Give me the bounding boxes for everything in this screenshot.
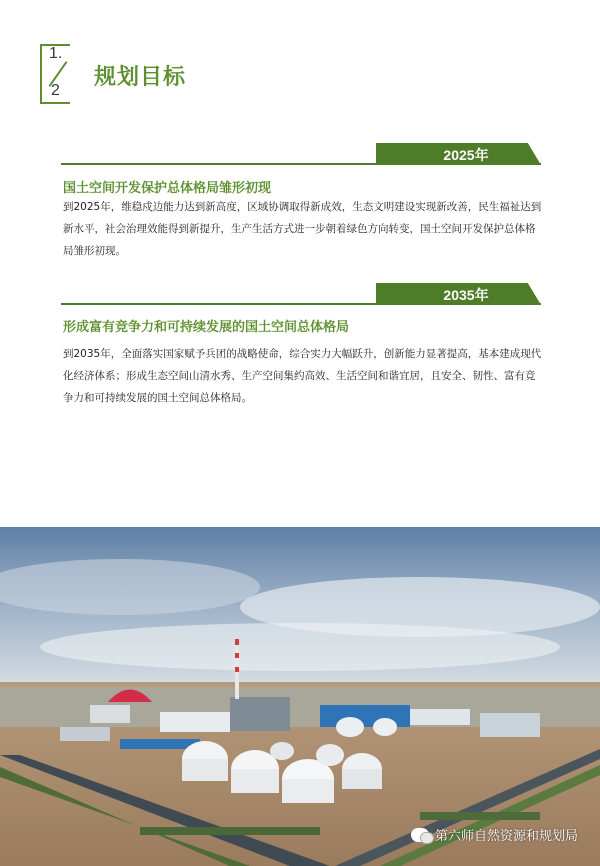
year-bar-2035	[61, 283, 541, 305]
year-label: 2025年	[443, 147, 489, 163]
goal-heading: 国土空间开发保护总体格局雏形初现	[63, 181, 272, 196]
chat-bubble-icon	[411, 828, 429, 842]
year-bar-2025	[61, 143, 541, 165]
section-number-top: 1.	[49, 45, 63, 62]
section-number-bottom: 2	[51, 82, 60, 99]
year-label: 2035年	[443, 287, 489, 303]
goal-text: 到2025年，维稳戍边能力达到新高度，区域协调取得新成效，生态文明建设实现新改善，民生福祉达到新水平，社会治理效能得到新提升，生产生活方式进一步朝着绿色方向转变，国土空间开发保护总体格局雏形初现。	[63, 201, 542, 257]
watermark-text: 第六师自然资源和规划局	[434, 829, 578, 844]
section-title: 规划目标	[94, 65, 187, 90]
watermark	[411, 825, 578, 844]
goal-heading: 形成富有竞争力和可持续发展的国土空间总体格局	[63, 320, 350, 335]
industrial-park-photo	[0, 527, 600, 866]
goal-text: 到2035年，全面落实国家赋予兵团的战略使命，综合实力大幅跃升，创新能力显著提高，基本建成现代化经济体系；形成生态空间山清水秀、生产空间集约高效、生活空间和谐宜居，且安全、韧性、富有竞争力和可持续发展的国土空间总体格局。	[63, 348, 542, 404]
